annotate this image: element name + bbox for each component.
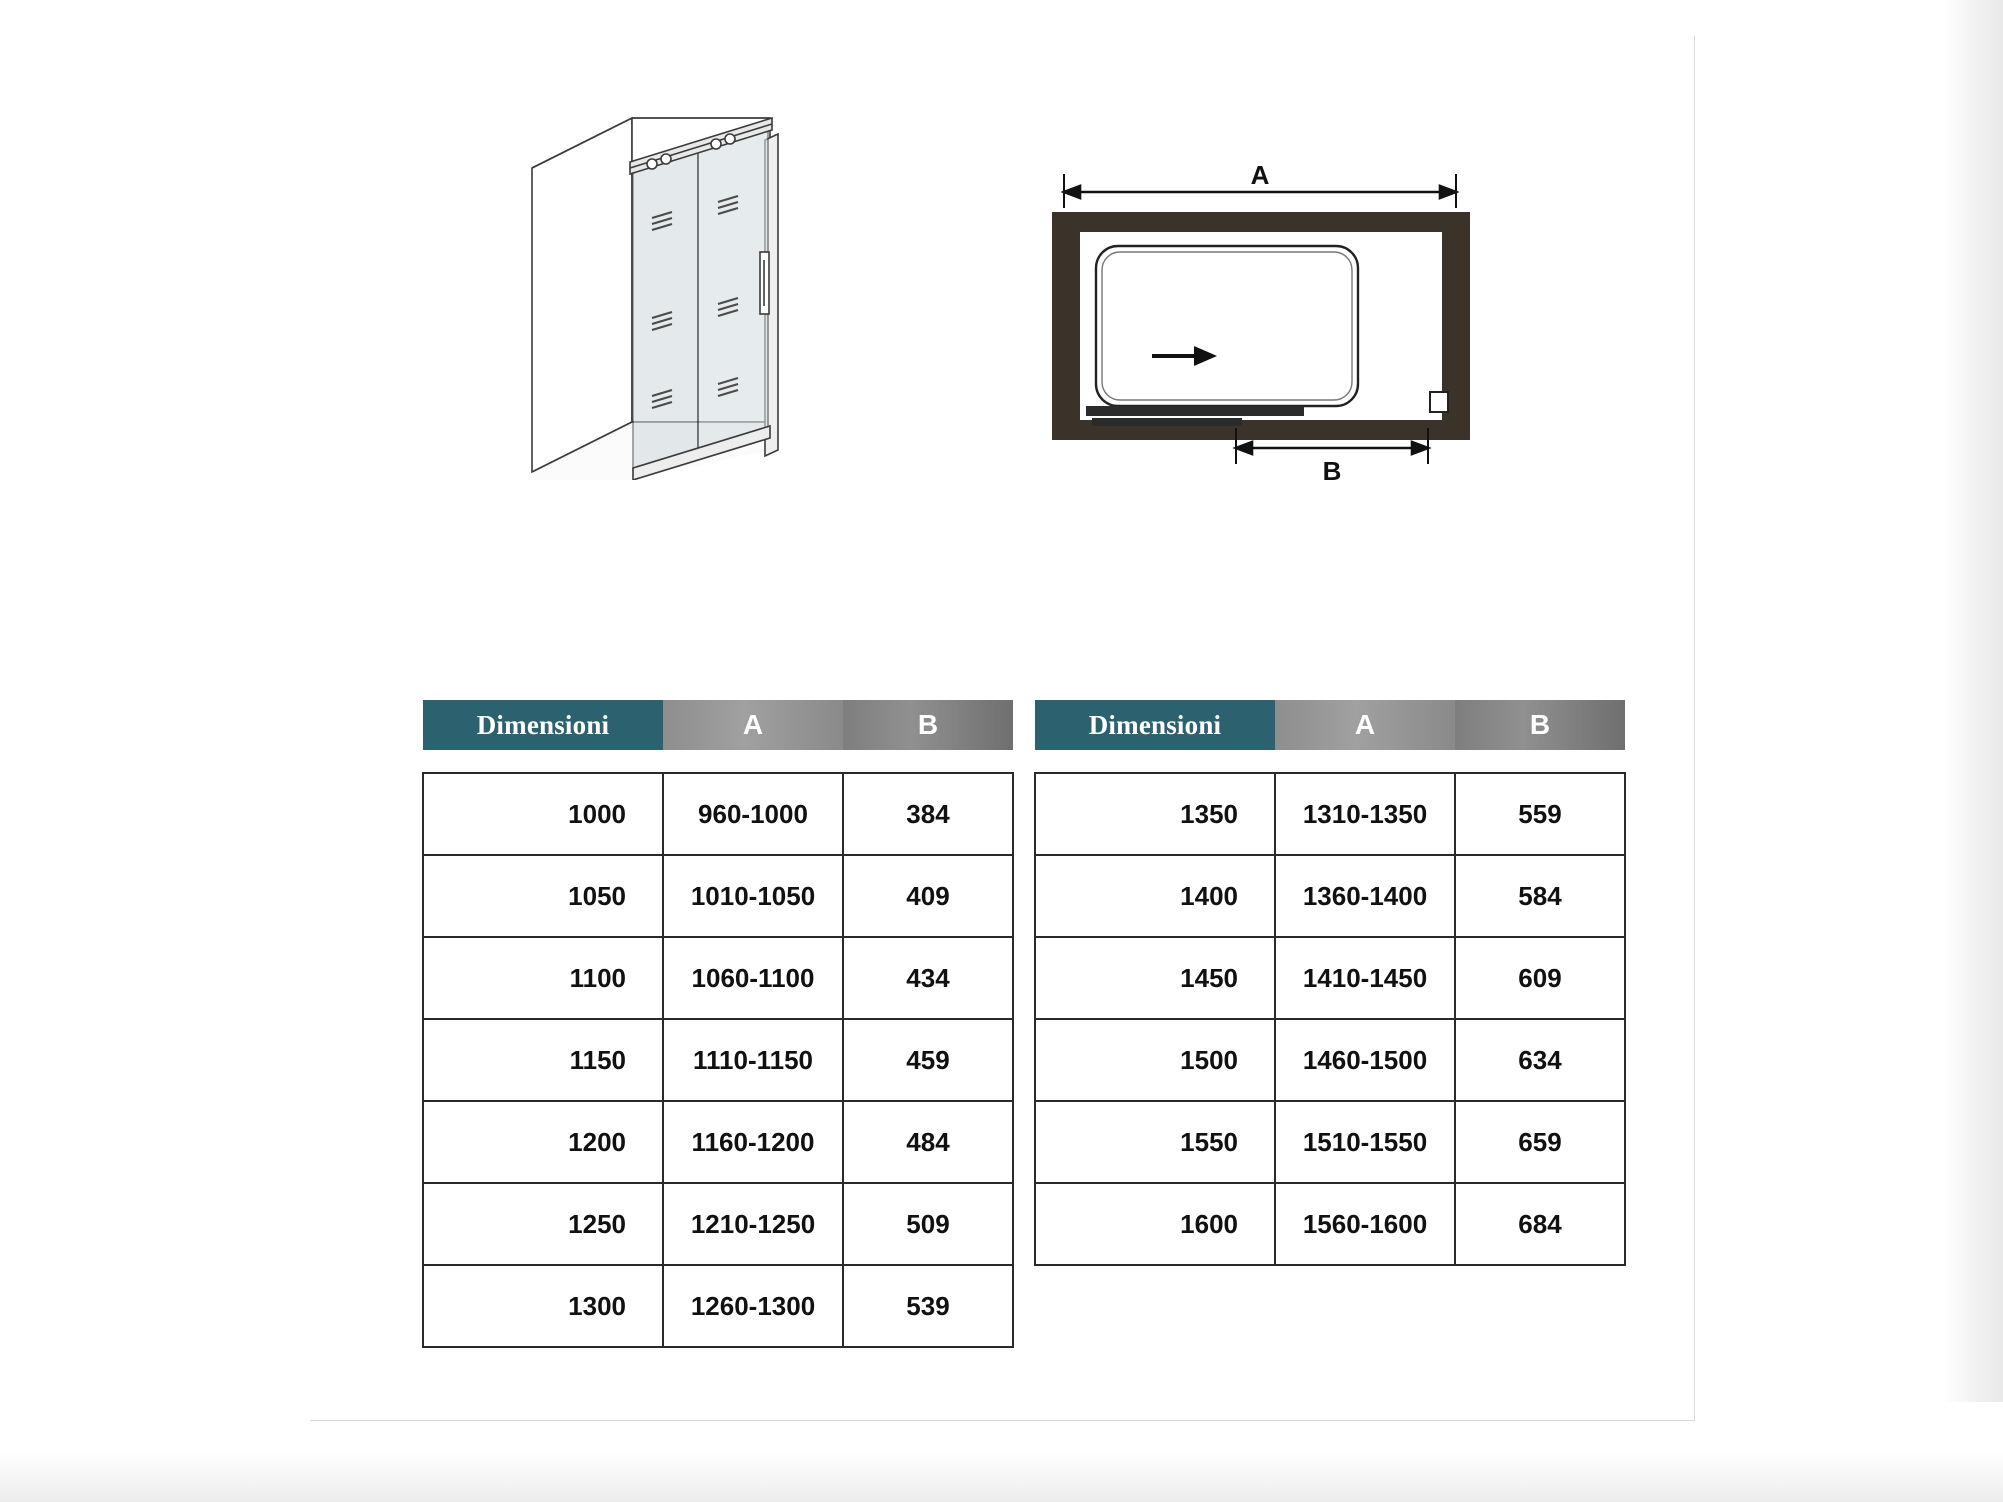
page-fold-line-vertical: [1694, 36, 1695, 1420]
cell-a: 1010-1050: [663, 855, 843, 937]
table-spacer: [423, 750, 1013, 773]
shower-door-3d-diagram: [520, 100, 880, 480]
cell-b: 539: [843, 1265, 1013, 1347]
cell-dimensioni: 1350: [1035, 773, 1275, 855]
cell-dimensioni: 1550: [1035, 1101, 1275, 1183]
header-b: B: [843, 700, 1013, 750]
table-row: [1035, 773, 1625, 855]
cell-dimensioni: 1600: [1035, 1183, 1275, 1265]
table-spacer: [1035, 750, 1625, 773]
table-row: [423, 1183, 1013, 1265]
dimensions-table-left: [422, 700, 1014, 1348]
cell-b: 409: [843, 855, 1013, 937]
cell-a: 1510-1550: [1275, 1101, 1455, 1183]
shower-door-front-svg: [1040, 160, 1540, 490]
table-header-row: [423, 700, 1013, 750]
cell-dimensioni: 1300: [423, 1265, 663, 1347]
cell-dimensioni: 1500: [1035, 1019, 1275, 1101]
page-fold-line-horizontal: [310, 1420, 1695, 1421]
table-row: [423, 1019, 1013, 1101]
dimensions-table-left-wrap: [422, 700, 1014, 1348]
dimension-b-label: B: [1322, 456, 1342, 486]
table-row: [423, 937, 1013, 1019]
header-a: A: [663, 700, 843, 750]
cell-b: 509: [843, 1183, 1013, 1265]
cell-b: 634: [1455, 1019, 1625, 1101]
table-row: [423, 773, 1013, 855]
page-edge-bottom: [0, 1402, 2003, 1502]
table-row: [423, 1101, 1013, 1183]
cell-a: 1160-1200: [663, 1101, 843, 1183]
cell-a: 1360-1400: [1275, 855, 1455, 937]
cell-a: 1560-1600: [1275, 1183, 1455, 1265]
cell-a: 1210-1250: [663, 1183, 843, 1265]
shower-door-front-diagram: [1040, 160, 1540, 490]
cell-a: 1060-1100: [663, 937, 843, 1019]
cell-dimensioni: 1200: [423, 1101, 663, 1183]
page-edge-right: [1873, 0, 2003, 1502]
cell-a: 960-1000: [663, 773, 843, 855]
table-row: [1035, 1183, 1625, 1265]
cell-dimensioni: 1050: [423, 855, 663, 937]
cell-dimensioni: 1000: [423, 773, 663, 855]
cell-a: 1110-1150: [663, 1019, 843, 1101]
cell-a: 1260-1300: [663, 1265, 843, 1347]
table-row: [1035, 937, 1625, 1019]
table-row: [1035, 1101, 1625, 1183]
table-row: [423, 855, 1013, 937]
table-row: [1035, 1019, 1625, 1101]
cell-b: 484: [843, 1101, 1013, 1183]
cell-a: 1310-1350: [1275, 773, 1455, 855]
cell-b: 609: [1455, 937, 1625, 1019]
cell-dimensioni: 1400: [1035, 855, 1275, 937]
table-row: [423, 1265, 1013, 1347]
header-b: B: [1455, 700, 1625, 750]
shower-door-3d-svg: [520, 100, 880, 480]
cell-b: 684: [1455, 1183, 1625, 1265]
dimensions-table-right-wrap: [1034, 700, 1626, 1266]
dimension-a-label: A: [1250, 160, 1270, 190]
cell-b: 559: [1455, 773, 1625, 855]
cell-b: 384: [843, 773, 1013, 855]
cell-b: 459: [843, 1019, 1013, 1101]
header-dimensioni: Dimensioni: [1035, 700, 1275, 750]
cell-a: 1460-1500: [1275, 1019, 1455, 1101]
header-dimensioni: Dimensioni: [423, 700, 663, 750]
header-a: A: [1275, 700, 1455, 750]
cell-dimensioni: 1450: [1035, 937, 1275, 1019]
table-row: [1035, 855, 1625, 937]
cell-dimensioni: 1100: [423, 937, 663, 1019]
cell-b: 434: [843, 937, 1013, 1019]
cell-b: 659: [1455, 1101, 1625, 1183]
table-header-row: [1035, 700, 1625, 750]
cell-b: 584: [1455, 855, 1625, 937]
cell-a: 1410-1450: [1275, 937, 1455, 1019]
cell-dimensioni: 1150: [423, 1019, 663, 1101]
cell-dimensioni: 1250: [423, 1183, 663, 1265]
dimensions-table-right: [1034, 700, 1626, 1266]
